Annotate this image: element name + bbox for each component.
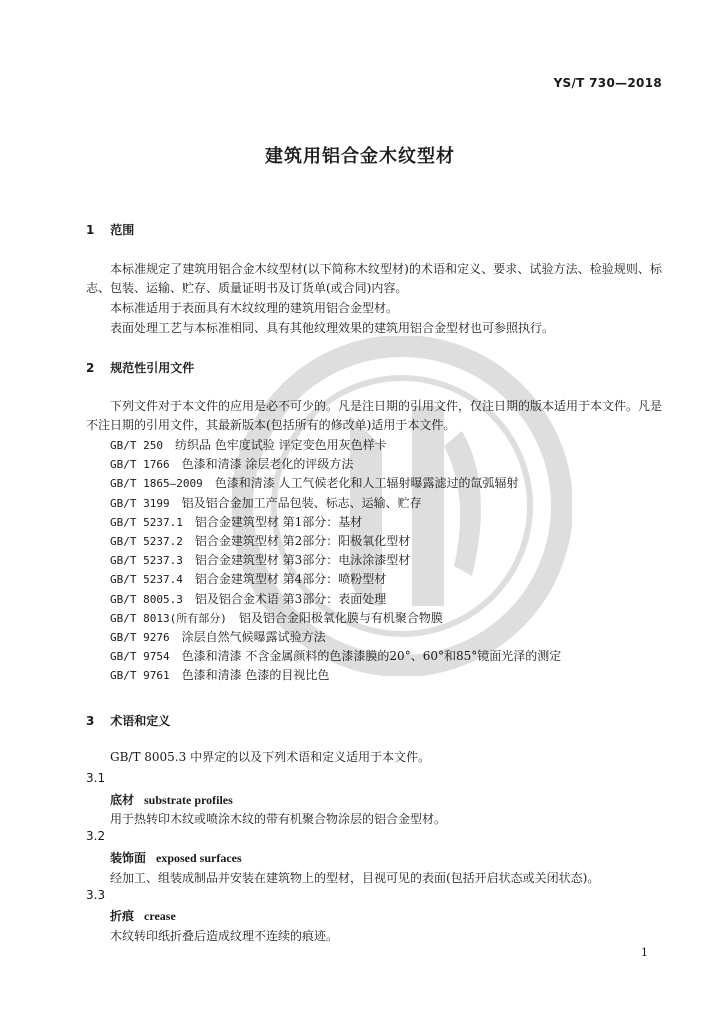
term-english: crease: [144, 909, 176, 923]
section-number: 3: [86, 714, 95, 728]
reference-code: GB/T 9761: [110, 669, 170, 683]
term-chinese: 折痕: [110, 909, 135, 923]
reference-code: GB/T 5237.3: [110, 554, 183, 568]
reference-title: 色漆和清漆 涂层老化的评级方法: [181, 457, 354, 472]
term-chinese: 装饰面: [110, 851, 147, 865]
reference-title: 铝合金建筑型材 第3部分：电泳涂漆型材: [194, 553, 411, 568]
reference-title: 铝及铝合金术语 第3部分：表面处理: [194, 591, 387, 606]
term-english: substrate profiles: [144, 793, 233, 807]
reference-item: [110, 436, 561, 455]
reference-title: 铝合金建筑型材 第2部分：阳极氧化型材: [194, 533, 411, 548]
reference-title: 色漆和清漆 人工气候老化和人工辐射曝露滤过的氙弧辐射: [214, 476, 519, 491]
reference-code: GB/T 8005.3: [110, 592, 183, 606]
page-number: 1: [641, 946, 648, 959]
reference-code: GB/T 1766: [110, 458, 170, 472]
reference-code: GB/T 5237.1: [110, 515, 183, 529]
reference-code: GB/T 8013(所有部分): [110, 611, 227, 625]
reference-code: GB/T 9276: [110, 630, 170, 644]
reference-title: 涂层自然气候曝露试验方法: [181, 629, 326, 644]
standard-number: YS/T 730—2018: [553, 76, 662, 90]
section-number: 2: [86, 361, 95, 375]
reference-item: [110, 628, 561, 647]
term-english: exposed surfaces: [156, 851, 242, 865]
reference-item: [110, 666, 561, 685]
term-heading: [110, 791, 233, 808]
section-title: 术语和定义: [110, 714, 171, 728]
scope-paragraph-3: 表面处理工艺与本标准相同、具有其他纹理效果的建筑用铝合金型材也可参照执行。: [110, 321, 555, 335]
section-heading-scope: [86, 221, 134, 238]
reference-code: GB/T 1865—2009: [110, 477, 203, 491]
reference-item: [110, 455, 561, 474]
reference-code: GB/T 9754: [110, 650, 170, 664]
term-number: 3.1: [86, 771, 106, 785]
scope-paragraph-1: 本标准规定了建筑用铝合金木纹型材(以下简称木纹型材)的术语和定义、要求、试验方法、检验规则、标志、包装、运输、贮存、质量证明书及订货单(或合同)内容。: [86, 262, 662, 295]
term-number: 3.3: [86, 888, 106, 902]
references-intro: 下列文件对于本文件的应用是必不可少的。凡是注日期的引用文件，仅注日期的版本适用于本文件。凡是不注日期的引用文件，其最新版本(包括所有的修改单)适用于本文件。: [86, 399, 663, 432]
scope-paragraph-2: 本标准适用于表面具有木纹纹理的建筑用铝合金型材。: [110, 301, 399, 315]
reference-item: [110, 551, 561, 570]
reference-item: [110, 513, 561, 532]
reference-title: 铝合金建筑型材 第4部分：喷粉型材: [194, 572, 387, 587]
reference-code: GB/T 5237.2: [110, 534, 183, 548]
reference-item: [110, 609, 561, 628]
reference-list: [110, 436, 561, 685]
reference-code: GB/T 250: [110, 439, 163, 452]
section-title: 范围: [110, 223, 135, 237]
reference-title: 铝及铝合金阳极氧化膜与有机聚合物膜: [238, 610, 443, 625]
term-heading: [110, 907, 176, 924]
section-number: 1: [86, 223, 95, 237]
term-definition: 木纹转印纸折叠后造成纹理不连续的痕迹。: [110, 929, 339, 943]
reference-title: 纺织品 色牢度试验 评定变色用灰色样卡: [174, 438, 387, 452]
term-definition: 经加工、组装成制品并安装在建筑物上的型材，目视可见的表面(包括开启状态或关闭状态)。: [110, 871, 600, 885]
document-title: 建筑用铝合金木纹型材: [265, 146, 455, 167]
section-title: 规范性引用文件: [110, 361, 195, 375]
reference-title: 色漆和清漆 色漆的目视比色: [181, 668, 330, 683]
reference-item: [110, 494, 561, 513]
term-heading: [110, 849, 242, 866]
reference-code: GB/T 5237.4: [110, 573, 183, 587]
reference-item: [110, 474, 561, 493]
reference-item: [110, 590, 561, 609]
reference-item: [110, 647, 561, 666]
section-heading-terms: [86, 712, 170, 729]
reference-title: 铝合金建筑型材 第1部分：基材: [194, 514, 363, 529]
reference-title: 铝及铝合金加工产品包装、标志、运输、贮存: [181, 495, 422, 510]
term-definition: 用于热转印木纹或喷涂木纹的带有机聚合物涂层的铝合金型材。: [110, 812, 447, 826]
terms-intro: GB/T 8005.3 中界定的以及下列术语和定义适用于本文件。: [110, 750, 431, 764]
section-heading-normative-references: [86, 359, 194, 376]
term-number: 3.2: [86, 829, 106, 843]
reference-item: [110, 532, 561, 551]
reference-code: GB/T 3199: [110, 496, 170, 510]
term-chinese: 底材: [110, 793, 135, 807]
reference-item: [110, 570, 561, 589]
reference-title: 色漆和清漆 不含金属颜料的色漆漆膜的20°、60°和85°镜面光泽的测定: [181, 649, 562, 664]
